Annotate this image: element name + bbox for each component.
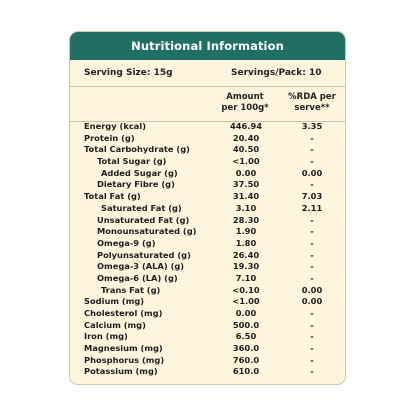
table-row [70,320,345,332]
nutrient-amount: 3.10 [235,202,257,213]
nutrient-rda: - [310,179,314,190]
nutrient-rda: - [310,237,314,248]
nutrient-amount: 0.00 [235,308,257,318]
nutrient-amount: 19.30 [232,261,260,272]
nutrient-label: Sodium (mg) [84,296,145,307]
table-row [70,203,345,215]
nutrient-label: Calcium (mg) [84,319,146,330]
serving-size: Serving Size: 15g [84,68,173,78]
nutrient-rda: - [310,272,314,283]
nutrient-amount: 610.0 [232,366,260,377]
nutrient-rda: - [310,214,314,225]
table-row [70,156,345,168]
nutrient-table [70,121,345,378]
nutrient-amount: 31.40 [232,191,260,202]
nutrient-amount: 20.40 [232,132,260,143]
table-row [70,308,345,320]
nutrient-label: Protein (g) [84,132,135,143]
nutrient-label: Omega-6 (LA) (g) [97,272,178,283]
table-row [70,285,345,297]
amount-header-line1: Amount [226,92,264,102]
rda-header-line1: %RDA per [288,92,336,102]
column-headers [70,87,345,122]
nutrient-amount: 40.50 [232,144,260,155]
nutrient-amount: 7.10 [235,272,257,283]
nutrient-amount: <1.00 [232,156,260,167]
amount-header-line2: per 100g* [221,103,269,113]
nutrient-label: Omega-3 (ALA) (g) [97,261,185,272]
nutrient-rda: - [310,132,314,143]
nutrient-label: Dietary Fibre (g) [97,179,175,190]
nutrient-rda: - [310,261,314,272]
table-row [70,366,345,378]
rda-column-header [287,92,337,114]
table-row [70,226,345,238]
nutrient-rda: - [310,308,314,318]
nutrient-rda: - [310,331,314,342]
nutrient-amount: 500.0 [232,319,260,330]
nutrient-amount: 26.40 [232,249,260,260]
nutrient-amount: 360.0 [232,343,260,354]
nutrient-label: Saturated Fat (g) [101,202,182,213]
nutrient-amount: 37.50 [232,179,260,190]
nutrient-amount: <0.10 [232,284,260,295]
nutrient-amount: <1.00 [232,296,260,307]
table-row [70,355,345,367]
nutrient-rda: - [310,226,314,237]
table-row [70,261,345,273]
nutrient-label: Magnesium (mg) [84,343,163,354]
nutrient-label: Potassium (mg) [84,366,158,377]
nutrient-rda: - [310,144,314,155]
nutrient-amount: 6.50 [235,331,257,342]
servings-per-pack: Servings/Pack: 10 [231,68,322,78]
nutrient-rda: 3.35 [301,121,323,131]
nutrient-label: Monounsaturated (g) [97,226,197,237]
nutrient-rda: 0.00 [301,296,323,307]
nutrient-rda: 0.00 [301,284,323,295]
rda-header-line2: serve** [294,103,330,113]
nutrient-amount: 28.30 [232,214,260,225]
nutrient-rda: - [310,354,314,365]
table-row [70,168,345,180]
table-row [70,191,345,203]
nutrient-label: Cholesterol (mg) [84,308,163,318]
nutrient-label: Total Sugar (g) [97,156,167,167]
table-row [70,133,345,145]
nutrient-rda: 0.00 [301,167,323,178]
amount-column-header [220,92,270,114]
nutrition-panel [69,31,346,385]
nutrient-rda: - [310,343,314,354]
nutrient-label: Phosphorus (mg) [84,354,165,365]
nutrient-rda: - [310,319,314,330]
table-row [70,179,345,191]
nutrient-label: Unsaturated Fat (g) [97,214,190,225]
nutrient-rda: - [310,156,314,167]
nutrient-amount: 446.94 [229,121,263,131]
nutrient-label: Total Fat (g) [84,191,141,202]
nutrient-label: Trans Fat (g) [101,284,161,295]
table-row [70,238,345,250]
nutrient-label: Polyunsaturated (g) [97,249,191,260]
nutrient-rda: 2.11 [301,202,323,213]
panel-title: Nutritional Information [70,32,345,60]
nutrient-rda: - [310,249,314,260]
nutrient-rda: 7.03 [301,191,323,202]
nutrient-label: Total Carbohydrate (g) [84,144,190,155]
nutrient-amount: 1.80 [235,237,257,248]
table-row [70,215,345,227]
table-row [70,144,345,156]
nutrient-label: Energy (kcal) [84,121,146,131]
table-row [70,250,345,262]
nutrient-amount: 1.90 [235,226,257,237]
serving-info [70,60,345,87]
table-row [70,121,345,133]
nutrient-rda: - [310,366,314,377]
nutrient-amount: 0.00 [235,167,257,178]
nutrient-amount: 760.0 [232,354,260,365]
table-row [70,273,345,285]
nutrient-label: Omega-9 (g) [97,237,156,248]
nutrient-label: Iron (mg) [84,331,128,342]
nutrient-label: Added Sugar (g) [101,167,178,178]
table-row [70,296,345,308]
table-row [70,331,345,343]
table-row [70,343,345,355]
